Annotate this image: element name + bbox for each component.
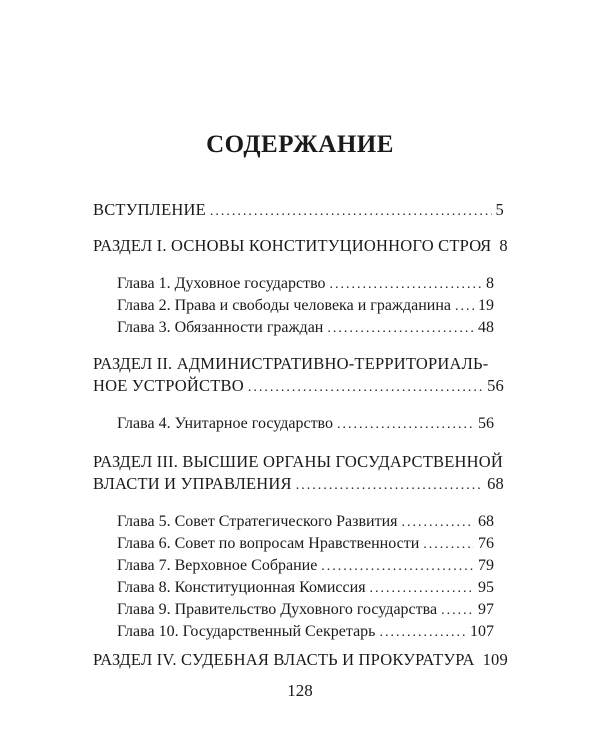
toc-chapter-page: 79	[478, 557, 494, 574]
leader-dots	[441, 601, 474, 621]
toc-chapter-label: Глава 8. Конституционная Комиссия	[117, 579, 366, 596]
toc-chapter-page: 19	[478, 297, 494, 314]
toc-chapter	[117, 414, 494, 435]
toc-chapter-page: 107	[470, 623, 494, 640]
toc-section-2-line-1: РАЗДЕЛ II. АДМИНИСТРАТИВНО-ТЕРРИТОРИАЛЬ-	[93, 354, 489, 373]
toc-section-page: 68	[487, 474, 504, 493]
toc-chapter	[117, 534, 494, 555]
toc-chapter	[117, 600, 494, 621]
toc-section-page: 8	[499, 236, 508, 255]
toc-section-label: РАЗДЕЛ I. ОСНОВЫ КОНСТИТУЦИОННОГО СТРОЯ	[93, 236, 492, 255]
toc-section-page: 109	[482, 650, 508, 669]
toc-chapter-page: 95	[478, 579, 494, 596]
toc-chapter-page: 97	[478, 601, 494, 618]
toc-chapter-label: Глава 9. Правительство Духовного государства	[117, 601, 438, 618]
toc-section-3-line-1: РАЗДЕЛ III. ВЫСШИЕ ОРГАНЫ ГОСУДАРСТВЕННОЙ	[93, 452, 503, 471]
toc-entry-page: 5	[495, 200, 504, 219]
toc-chapter-page: 48	[478, 319, 494, 336]
leader-dots	[321, 557, 474, 577]
toc-section-3	[93, 474, 504, 496]
leader-dots	[401, 513, 474, 533]
toc-chapter-label: Глава 10. Государственный Секретарь	[117, 623, 376, 640]
toc-chapter	[117, 512, 494, 533]
toc-chapter	[117, 578, 494, 599]
leader-dots	[370, 579, 474, 599]
toc-section-label: РАЗДЕЛ IV. СУДЕБНАЯ ВЛАСТЬ И ПРОКУРАТУРА	[93, 650, 475, 669]
toc-chapter-label: Глава 4. Унитарное государство	[117, 415, 333, 432]
toc-chapter-page: 76	[478, 535, 494, 552]
toc-section-label: ВЛАСТИ И УПРАВЛЕНИЯ	[93, 474, 292, 493]
leader-dots	[379, 623, 466, 643]
leader-dots	[327, 319, 474, 339]
leader-dots	[330, 275, 482, 295]
leader-dots	[248, 378, 483, 398]
leader-dots	[455, 297, 474, 317]
leader-dots	[337, 415, 474, 435]
toc-chapter-page: 8	[486, 275, 494, 292]
toc-section-label: НОЕ УСТРОЙСТВО	[93, 376, 244, 395]
toc-chapter	[117, 318, 494, 339]
leader-dots	[296, 476, 483, 496]
toc-section-4	[93, 650, 508, 672]
toc-chapter	[117, 556, 494, 577]
toc-section-page: 56	[487, 376, 504, 395]
leader-dots	[423, 535, 474, 555]
toc-chapter-label: Глава 6. Совет по вопросам Нравственности	[117, 535, 420, 552]
toc-entry-intro	[93, 200, 504, 222]
toc-section-1	[93, 236, 508, 258]
toc-chapter-label: Глава 5. Совет Стратегического Развития	[117, 513, 398, 530]
toc-chapter-label: Глава 1. Духовное государство	[117, 275, 326, 292]
leader-dots	[210, 202, 492, 222]
toc-section-2	[93, 376, 504, 398]
toc-chapter-page: 68	[478, 513, 494, 530]
toc-chapter	[117, 622, 494, 643]
page-title: СОДЕРЖАНИЕ	[206, 131, 394, 158]
page-number: 128	[287, 681, 313, 700]
toc-chapter-label: Глава 7. Верховное Собрание	[117, 557, 318, 574]
toc-chapter-label: Глава 2. Права и свободы человека и гражданина	[117, 297, 451, 314]
toc-chapter	[117, 274, 494, 295]
toc-chapter-label: Глава 3. Обязанности граждан	[117, 319, 324, 336]
toc-entry-label: ВСТУПЛЕНИЕ	[93, 200, 206, 219]
toc-chapter-page: 56	[478, 415, 494, 432]
toc-chapter	[117, 296, 494, 317]
